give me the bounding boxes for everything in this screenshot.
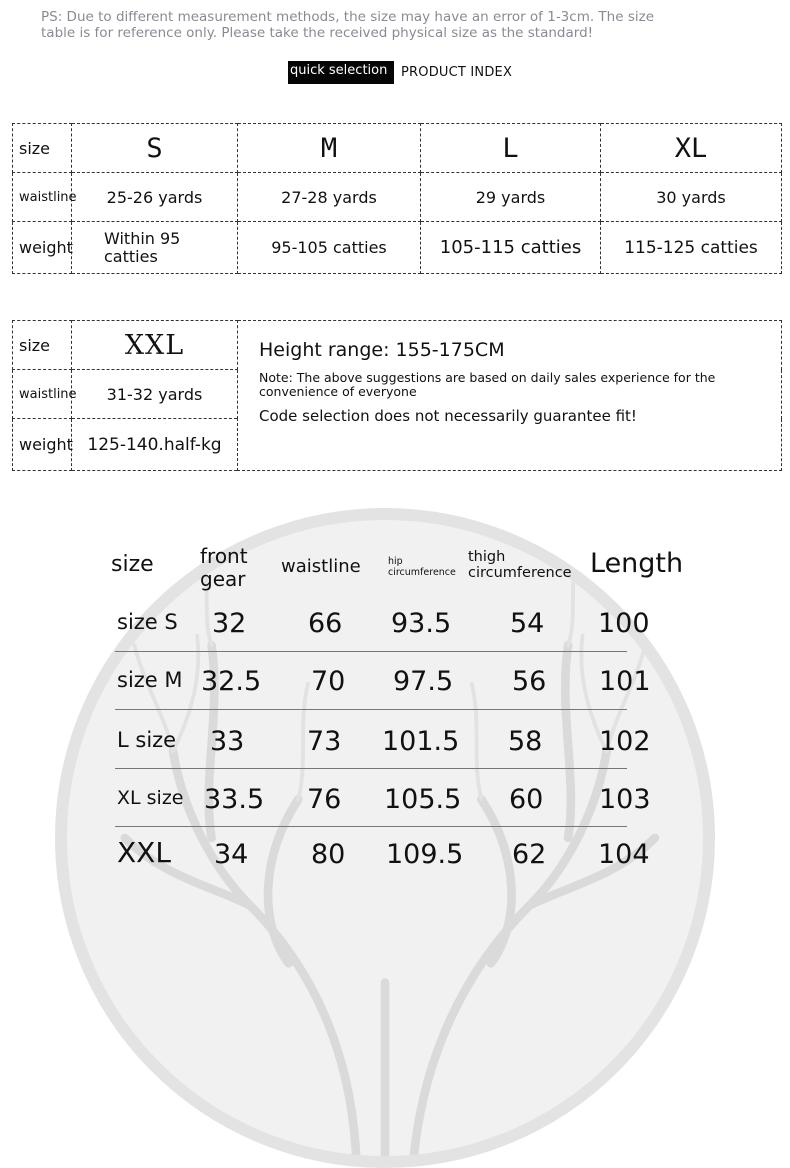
waistline-xxl: 80 <box>311 839 346 870</box>
size-cell-xl: XL <box>601 124 782 173</box>
row-label-size: size <box>13 321 72 370</box>
code-note: Code selection does not necessarily guarantee fit! <box>259 407 637 425</box>
thigh-xl: 60 <box>509 784 544 815</box>
product-index-label: PRODUCT INDEX <box>401 65 513 80</box>
front-gear-xxl: 34 <box>214 839 249 870</box>
header-waistline: waistline <box>281 556 361 577</box>
header-hip-circumference: hip circumference <box>388 556 456 578</box>
row-divider <box>115 768 627 769</box>
length-s: 100 <box>598 608 650 639</box>
row-label-weight: weight <box>13 222 72 274</box>
header-size: size <box>111 552 154 577</box>
length-xxl: 104 <box>598 839 650 870</box>
thigh-s: 54 <box>510 608 545 639</box>
hip-m: 97.5 <box>393 666 454 697</box>
header-length: Length <box>590 548 684 579</box>
front-gear-m: 32.5 <box>201 666 262 697</box>
thigh-xxl: 62 <box>512 839 547 870</box>
waistline-m: 70 <box>311 666 346 697</box>
hip-s: 93.5 <box>391 608 452 639</box>
header-front-gear: front gear <box>200 544 248 591</box>
waistline-l: 73 <box>307 726 342 757</box>
front-gear-s: 32 <box>212 608 247 639</box>
row-label-s: size S <box>117 610 178 634</box>
hip-xxl: 109.5 <box>386 839 464 870</box>
length-m: 101 <box>599 666 651 697</box>
waist-cell-m: 27-28 yards <box>238 173 421 222</box>
row-label-l: L size <box>117 728 177 752</box>
row-label-xl: XL size <box>117 787 184 809</box>
header-thigh-circumference: thigh circumference <box>468 549 572 581</box>
waist-cell-l: 29 yards <box>421 173 601 222</box>
row-label-xxl: XXL <box>117 836 171 869</box>
front-gear-l: 33 <box>210 726 245 757</box>
waist-cell-xl: 30 yards <box>601 173 782 222</box>
size-cell-xxl: XXL <box>72 321 238 370</box>
size-cell-l: L <box>421 124 601 173</box>
waist-cell-s: 25-26 yards <box>72 173 238 222</box>
thigh-m: 56 <box>512 666 547 697</box>
length-l: 102 <box>599 726 651 757</box>
hip-xl: 105.5 <box>384 784 462 815</box>
length-xl: 103 <box>599 784 651 815</box>
row-label-m: size M <box>117 668 183 692</box>
row-label-weight: weight <box>13 419 72 471</box>
weight-cell-l: 105-115 catties <box>421 222 601 274</box>
weight-cell-xl: 115-125 catties <box>601 222 782 274</box>
thigh-l: 58 <box>508 726 543 757</box>
sales-note: Note: The above suggestions are based on daily sales experience for the convenience of everyone <box>259 370 716 399</box>
waistline-s: 66 <box>308 608 343 639</box>
weight-cell-xxl: 125-140.half-kg <box>72 419 238 471</box>
weight-cell-m: 95-105 catties <box>238 222 421 274</box>
measurement-notice: PS: Due to different measurement methods, the size may have an error of 1-3cm. The size table is for reference only. Please take the received physical size as the standard! <box>41 9 655 41</box>
quick-selection-badge: quick selection <box>288 61 394 84</box>
waist-cell-xxl: 31-32 yards <box>72 370 238 419</box>
size-cell-m: M <box>238 124 421 173</box>
row-label-size: size <box>13 124 72 173</box>
hip-l: 101.5 <box>382 726 460 757</box>
waistline-xl: 76 <box>307 784 342 815</box>
size-cell-s: S <box>72 124 238 173</box>
row-divider <box>115 651 627 652</box>
row-label-waistline: waistline <box>13 370 72 419</box>
height-range: Height range: 155-175CM <box>259 339 505 361</box>
row-divider <box>115 709 627 710</box>
weight-cell-s: Within 95 catties <box>72 222 238 274</box>
row-label-waistline: waistline <box>13 173 72 222</box>
row-divider <box>115 826 627 827</box>
front-gear-xl: 33.5 <box>204 784 265 815</box>
